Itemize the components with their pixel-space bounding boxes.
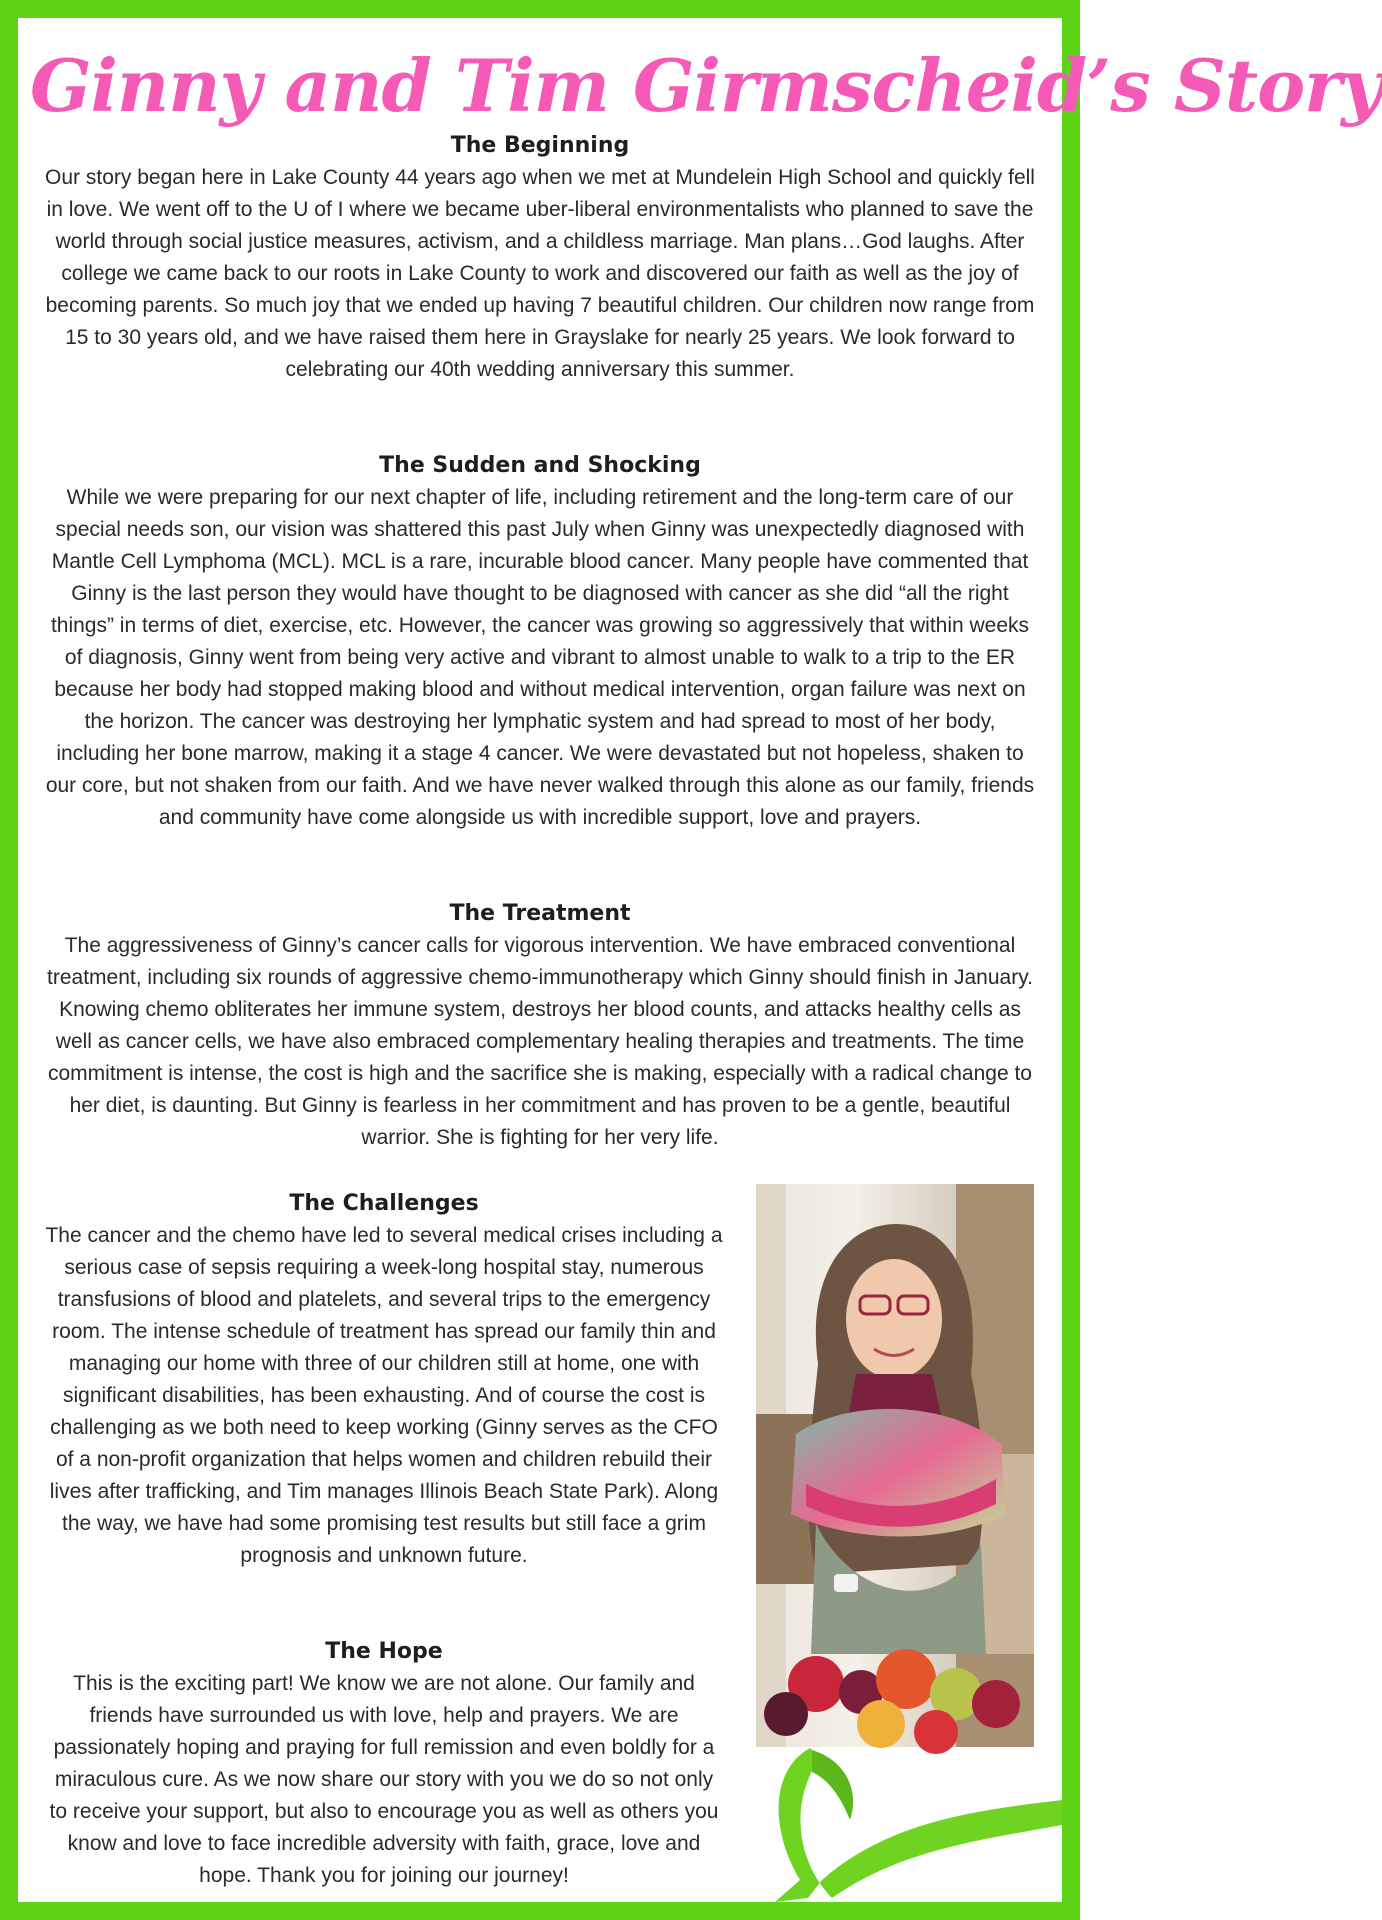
- section-heading: The Challenges: [289, 1191, 479, 1216]
- section-treatment: [44, 898, 1036, 1154]
- section-beginning: [44, 130, 1036, 386]
- section-sudden-and-shocking: [44, 450, 1036, 834]
- section-heading: The Hope: [325, 1639, 443, 1664]
- section-body: This is the exciting part! We know we are not alone. Our family and friends have surrounded us with love, help and prayers. We are passionately hoping and praying for full remission and even boldly for a miraculous cure. As we now share our story with you we do so not only to receive your support, but also to encourage you as well as others you know and love to face incredible adversity with faith, grace, love and hope. Thank you for joining our journey!: [49, 1672, 719, 1887]
- portrait-photo: [756, 1184, 1034, 1747]
- section-body: While we were preparing for our next chapter of life, including retirement and the long-term care of our special needs son, our vision was shattered this past July when Ginny was unexpectedly diagnosed with Mantle Cell Lymphoma (MCL). MCL is a rare, incurable blood cancer. Many people have commented that Ginny is the last person they would have thought to be diagnosed with cancer as she did “all the right things” in terms of diet, exercise, etc. However, the cancer was growing so aggressively that within weeks of diagnosis, Ginny went from being very active and vibrant to almost unable to walk to a trip to the ER because her body had stopped making blood and without medical intervention, organ failure was next on the horizon. The cancer was destroying her lymphatic system and had spread to most of her body, including her bone marrow, making it a stage 4 cancer. We were devastated but not hopeless, shaken to our core, but not shaken from our faith. And we have never walked through this alone as our family, friends and community have come alongside us with incredible support, love and prayers.: [45, 486, 1035, 829]
- awareness-ribbon-icon: [750, 1730, 1062, 1902]
- section-heading: The Treatment: [449, 901, 631, 926]
- section-challenges: [44, 1188, 724, 1572]
- section-body: The aggressiveness of Ginny’s cancer calls for vigorous intervention. We have embraced conventional treatment, including six rounds of aggressive chemo-immunotherapy which Ginny should finish in January. Knowing chemo obliterates her immune system, destroys her blood counts, and attacks healthy cells as well as cancer cells, we have also embraced complementary healing therapies and treatments. The time commitment is intense, the cost is high and the sacrifice she is making, especially with a radical change to her diet, is daunting. But Ginny is fearless in her commitment and has proven to be a gentle, beautiful warrior. She is fighting for her very life.: [47, 934, 1033, 1149]
- section-heading: The Beginning: [450, 133, 630, 158]
- section-hope: [44, 1636, 724, 1892]
- section-body: The cancer and the chemo have led to several medical crises including a serious case of sepsis requiring a week-long hospital stay, numerous transfusions of blood and platelets, and several trips to the emergency room. The intense schedule of treatment has spread our family thin and managing our home with three of our children still at home, one with significant disabilities, has been exhausting. And of course the cost is challenging as we both need to keep working (Ginny serves as the CFO of a non-profit organization that helps women and children rebuild their lives after trafficking, and Tim manages Illinois Beach State Park). Along the way, we have had some promising test results but still face a grim prognosis and unknown future.: [45, 1224, 723, 1567]
- page-title: Ginny and Tim Girmscheid’s Story: [30, 43, 1382, 128]
- section-heading: The Sudden and Shocking: [379, 453, 701, 478]
- section-body: Our story began here in Lake County 44 years ago when we met at Mundelein High School and quickly fell in love. We went off to the U of I where we became uber-liberal environmentalists who planned to save the world through social justice measures, activism, and a childless marriage. Man plans…God laughs. After college we came back to our roots in Lake County to work and discovered our faith as well as the joy of becoming parents. So much joy that we ended up having 7 beautiful children. Our children now range from 15 to 30 years old, and we have raised them here in Grayslake for nearly 25 years. We look forward to celebrating our 40th wedding anniversary this summer.: [45, 166, 1035, 381]
